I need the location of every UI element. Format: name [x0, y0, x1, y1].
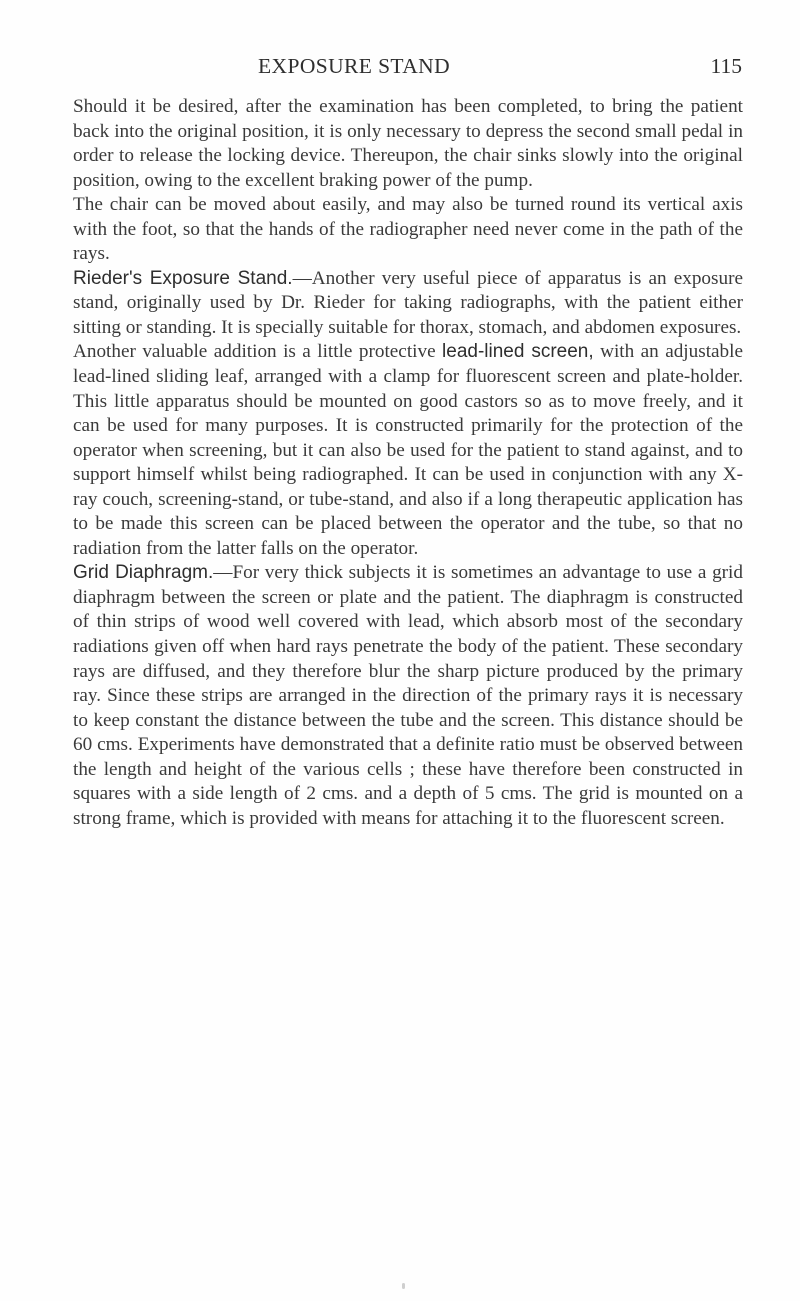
- paragraph-text: —Another very useful piece of apparatus is an exposure stand, originally used by Dr. Rieder for taking radiographs, with the patient either sitting or standing. It is specially suitable for thorax, stomach, and abdomen exposures.: [73, 267, 743, 338]
- page-number: 115: [710, 54, 742, 78]
- paper-speck: [402, 1283, 405, 1289]
- paragraph-exposure-stand: [73, 267, 743, 341]
- paragraph-text: The chair can be moved about easily, and may also be turned round its vertical axis with the foot, so that the hands of the radiographer need never come in the path of the rays.: [73, 194, 743, 265]
- section-heading-exposure-stand: Rieder's Exposure Stand.: [73, 267, 293, 289]
- section-heading-grid-diaphragm: Grid Diaphragm.: [73, 562, 214, 584]
- running-head: [258, 54, 742, 84]
- paragraph-chair-release: [73, 95, 743, 193]
- running-head-title: EXPOSURE STAND: [258, 54, 451, 78]
- body-text: [73, 95, 743, 831]
- paragraph-lead-lined-screen: [73, 340, 743, 561]
- paragraph-text: —For very thick subjects it is sometimes an advantage to use a grid diaphragm between the screen or plate and the patient. The diaphragm is constructed of thin strips of wood well covered with lead, which absorb most of the secondary radiations given off when hard rays penetrate the body of the patient. These secondary rays are diffused, and they therefore blur the sharp picture produced by the primary ray. Since these strips are arranged in the direction of the primary rays it is necessary to keep constant the distance between the tube and the screen. This distance should be 60 cms. Experiments have demonstrated that a definite ratio must be observed between the length and height of the various cells ; these have therefore been constructed in squares with a side length of 2 cms. and a depth of 5 cms. The grid is mounted on a strong frame, which is provided with means for attaching it to the fluorescent screen.: [73, 562, 743, 829]
- paragraph-text: Another valuable addition is a little protective: [73, 341, 443, 363]
- inline-heading-lead-lined-screen: lead-lined screen,: [442, 341, 594, 363]
- paragraph-text: Should it be desired, after the examination has been completed, to bring the patient back into the original position, it is only necessary to depress the second small pedal in order to release the locking device. Thereupon, the chair sinks slowly into the original position, owing to the excellent braking power of the pump.: [73, 96, 743, 191]
- paragraph-grid-diaphragm: [73, 561, 743, 831]
- paragraph-chair-movement: [73, 193, 743, 267]
- paragraph-text: with an adjustable lead-lined sliding leaf, arranged with a clamp for fluorescent screen and plate-holder. This little apparatus should be mounted on good castors so as to move freely, and it can be used for many purposes. It is constructed primarily for the protection of the operator when screening, but it can also be used for the patient to stand against, and to support himself whilst being radiographed. It can be used in conjunction with any X-ray couch, screening-stand, or tube-stand, and also if a long therapeutic application has to be made this screen can be placed between the operator and the tube, so that no radiation from the latter falls on the operator.: [73, 341, 743, 559]
